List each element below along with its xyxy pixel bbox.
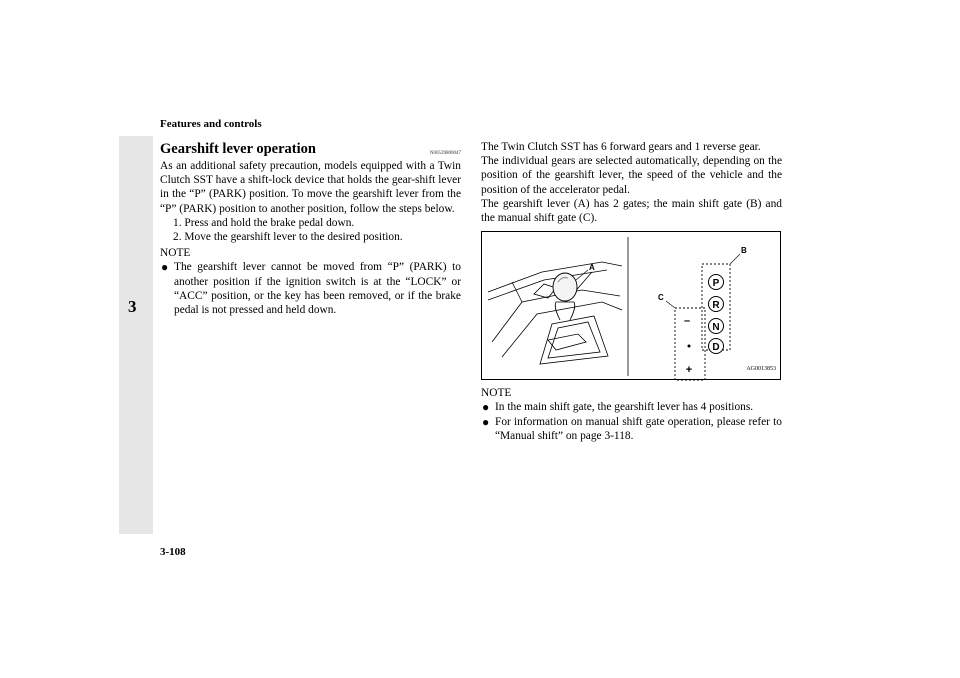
- paragraph-auto-select: The individual gears are selected automatically, depending on the position of the gearshift lever, the speed of the vehicle and the position of the accelerator pedal.: [481, 155, 782, 196]
- note-item: [481, 415, 782, 443]
- label-c: C: [658, 293, 664, 303]
- gear-n: N: [712, 322, 720, 334]
- bullet-icon: ●: [161, 260, 169, 275]
- bullet-icon: ●: [482, 400, 490, 415]
- page-number: 3-108: [160, 546, 186, 558]
- label-b: B: [741, 246, 747, 256]
- figure-code: AG0013853: [746, 366, 776, 373]
- section-code: N00539800047: [429, 151, 461, 156]
- intro-paragraph: As an additional safety precaution, models equipped with a Twin Clutch SST have a shift-lock device that holds the gear-shift lever in the “P” (PARK) position. To move the gearshift lever from the “P” (PARK) position to another position, follow the steps below.: [160, 160, 461, 215]
- gearshift-drawing: [482, 232, 782, 381]
- label-a: A: [589, 263, 595, 273]
- left-column: [160, 140, 461, 317]
- note-item: [481, 400, 782, 414]
- bullet-icon: ●: [482, 414, 490, 429]
- paragraph-gears: The Twin Clutch SST has 6 forward gears and 1 reverse gear.: [481, 141, 761, 153]
- note-label: NOTE: [160, 247, 191, 260]
- right-column: [481, 140, 782, 443]
- gear-r: R: [712, 300, 720, 312]
- gear-d: D: [712, 342, 720, 354]
- section-title-row: [160, 140, 461, 159]
- gearshift-illustration: [481, 231, 781, 380]
- note-text: In the main shift gate, the gearshift lever has 4 positions.: [495, 401, 754, 414]
- manual-minus: –: [683, 315, 691, 328]
- manual-plus: +: [685, 364, 693, 377]
- chapter-number: 3: [128, 297, 137, 316]
- note-item: [160, 260, 461, 317]
- shift-gate-drawing: [658, 246, 747, 380]
- step-2: 2. Move the gearshift lever to the desired position.: [173, 231, 403, 244]
- note-label-right: NOTE: [481, 387, 512, 400]
- running-header: Features and controls: [160, 118, 262, 130]
- console-drawing: [488, 262, 622, 364]
- note-text: For information on manual shift gate operation, please refer to “Manual shift” on page 3-118.: [495, 415, 782, 442]
- step-1: 1. Press and hold the brake pedal down.: [173, 216, 355, 229]
- section-title: Gearshift lever operation: [160, 141, 316, 157]
- note-text: The gearshift lever cannot be moved from “P” (PARK) to another position if the ignition switch is at the “LOCK” or “ACC” position, or the key has been removed, or if the brake pedal is not pressed and held down.: [174, 261, 461, 317]
- gear-p: P: [712, 278, 720, 290]
- paragraph-gates: The gearshift lever (A) has 2 gates; the main shift gate (B) and the manual shift gate (C).: [481, 197, 782, 225]
- chapter-tab: [119, 136, 153, 534]
